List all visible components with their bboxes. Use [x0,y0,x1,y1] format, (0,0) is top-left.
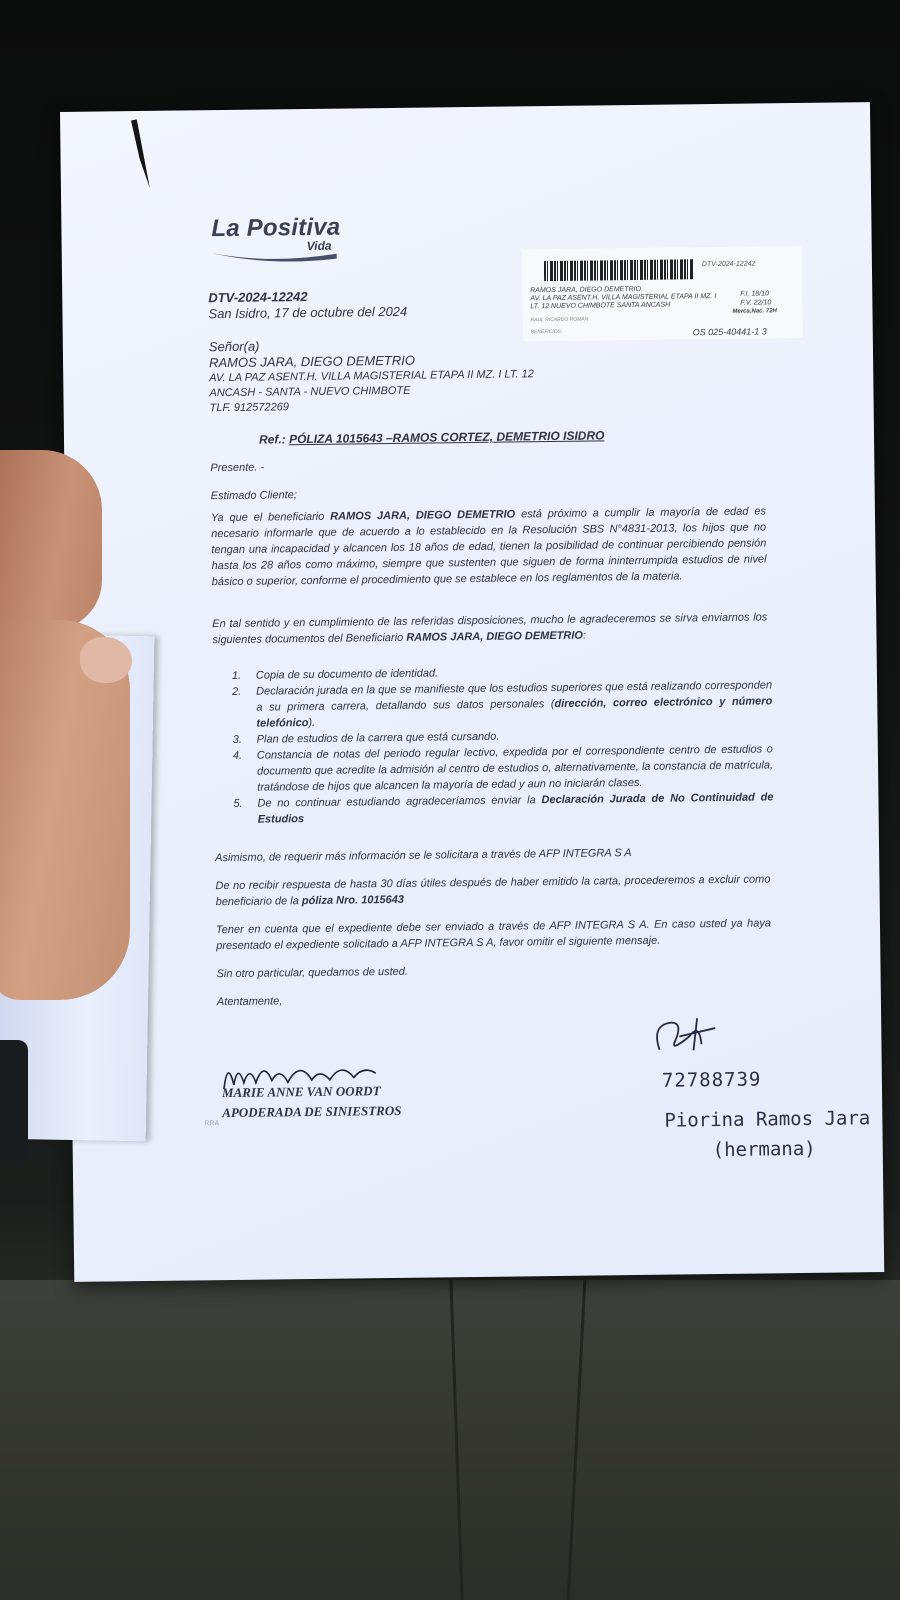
list-number: 3. [232,733,242,746]
p2-text-c: : [582,629,587,642]
thumb-nail [80,637,132,683]
letter-date: San Isidro, 17 de octubre del 2024 [208,303,408,322]
handwritten-dni: 72788739 [661,1068,762,1092]
recipient-address-2: ANCASH - SANTA - NUEVO CHIMBOTE [209,384,411,400]
label-fi: F.I. 18/10 [740,290,769,298]
p4-policy: póliza Nro. 1015643 [301,893,405,908]
list-number: 4. [232,749,243,762]
label-address-2: LT. 12 NUEVO CHIMBOTE SANTA ANCASH [530,301,671,311]
label-name: RAMOS JARA, DIEGO DEMETRIO [530,285,642,295]
p1-text-c: está próximo a cumplir la mayoría de edad es necesario informarle que de acuerdo a lo establecido en la Resolución SBS N°4831-2013, los hijos que no tengan una incapacidad y alcancen los 18 años de edad, tienen la posibilidad de continuar percibiendo pensión hasta los 28 años como máximo, siempre que sustenten que siguen de forma ininterrumpida estudios de nivel básico o superior, conforme el procedimiento que se establece en los reglamentos de la materia. [211,505,767,589]
list-text: Declaración jurada en la que se manifieste que los estudios superiores que está realizando corresponden a su primera carrera, detallando sus datos personales ( [256,679,773,714]
label-fv: F.V. 22/10 [740,299,772,307]
mailing-label [522,246,803,341]
label-address-1: AV. LA PAZ ASENT.H. VILLA MAGISTERIAL ETAPA II MZ. I [530,292,717,303]
reference-prefix: Ref.: [258,432,286,447]
list-tail: ). [308,716,316,730]
label-os: OS 025-40441-1 3 [692,326,767,338]
logo-sub: Vida [306,238,332,253]
label-merca: Merca.Nac. 72H [732,308,777,315]
barcode [544,259,694,281]
logo-name: La Positiva [211,213,341,243]
list-number: 5. [233,797,243,810]
reference-line [259,428,605,446]
signer-name: MARIE ANNE VAN OORDT [221,1083,381,1101]
p4-text-a: De no recibir respuesta de hasta 30 días útiles después de haber emitido la carta, procederemos a excluir como beneficiario de la [215,873,771,909]
document-number: DTV-2024-12242 [208,288,308,306]
paragraph-5: Tener en cuenta que el expediente debe ser enviado a través de AFP INTEGRA S A. En caso usted ya haya presentado el expediente solicitado a AFP INTEGRA S A, favor omitir el siguiente mensaje. [215,917,772,953]
list-text: Constancia de notas del periodo regular lectivo, expedida por el correspondiente centro de estudios o documento que acredite la admisión al centro de estudios o, alternativamente, la constancia de matrícula, tratándose de hijos que alcancen la mayoría de edad y aun no iniciarán clases. [256,743,774,794]
hand-finger [0,450,102,630]
greeting: Estimado Cliente; [210,489,297,503]
list-bold: Declaración Jurada de No Continuidad de Estudios [257,791,774,826]
list-item [232,677,773,732]
recipient-phone: TLF. 912572269 [209,401,290,415]
list-bold: dirección, correo electrónico y número telefónico [256,695,773,730]
paragraph-6: Sin otro particular, quedamos de usted. [216,965,409,981]
recipient-address-1: AV. LA PAZ ASENT.H. VILLA MAGISTERIAL ETAPA II MZ. I LT. 12 [209,368,534,385]
logo-swoosh-icon [212,250,337,264]
company-logo [211,213,341,253]
recipient-name: RAMOS JARA, DIEGO DEMETRIO [208,352,416,371]
list-text: Copia de su documento de identidad. [255,667,439,682]
list-number: 1. [231,669,242,682]
list-item [233,741,774,796]
background-pants [0,1280,900,1600]
list-number: 2. [232,685,242,698]
list-item [233,789,773,828]
letter-page [60,102,884,1282]
paragraph-4 [215,871,770,910]
handwritten-relation: (hermana) [712,1137,816,1162]
sleeve [0,1040,28,1160]
paragraph-2 [212,609,767,648]
typist-initials: RRA [204,1120,220,1128]
list-text: De no continuar estudiando agradeceríamos enviar la [257,794,542,810]
p1-text-a: Ya que el beneficiario [210,510,331,525]
p2-beneficiary: RAMOS JARA, DIEGO DEMETRIO [406,629,583,644]
paragraph-3: Asimismo, de requerir más información se le solicitara a través de AFP INTEGRA S A [215,847,632,865]
label-category: BENEFICIOS [530,328,562,336]
signer-title: APODERADA DE SINIESTROS [222,1102,402,1121]
closing: Atentamente, [216,995,283,1009]
handwritten-signature-icon [649,1014,720,1060]
p1-beneficiary: RAMOS JARA, DIEGO DEMETRIO [330,508,516,523]
barcode-text: DTV-2024-12242 [701,260,756,269]
list-text: Plan de estudios de la carrera que está cursando. [256,730,500,746]
presente: Presente. - [210,461,265,475]
reference-policy: PÓLIZA 1015643 –RAMOS CORTEZ, DEMETRIO ISIDRO [288,428,605,447]
pants-seam [449,1280,463,1600]
label-sender: RAUL RICARDO ROMAN [530,316,589,324]
handwritten-name: Piorina Ramos Jara [664,1107,871,1132]
document-list [232,661,774,828]
paragraph-1 [211,503,767,590]
p2-text-a: En tal sentido y en cumplimiento de las referidas disposiciones, mucho le agradeceremos se sirva enviarnos los siguientes documentos del Beneficiario [212,611,768,647]
salutation-to: Señor(a) [208,338,260,355]
paper-tear [131,119,152,189]
pants-seam [567,1280,587,1600]
